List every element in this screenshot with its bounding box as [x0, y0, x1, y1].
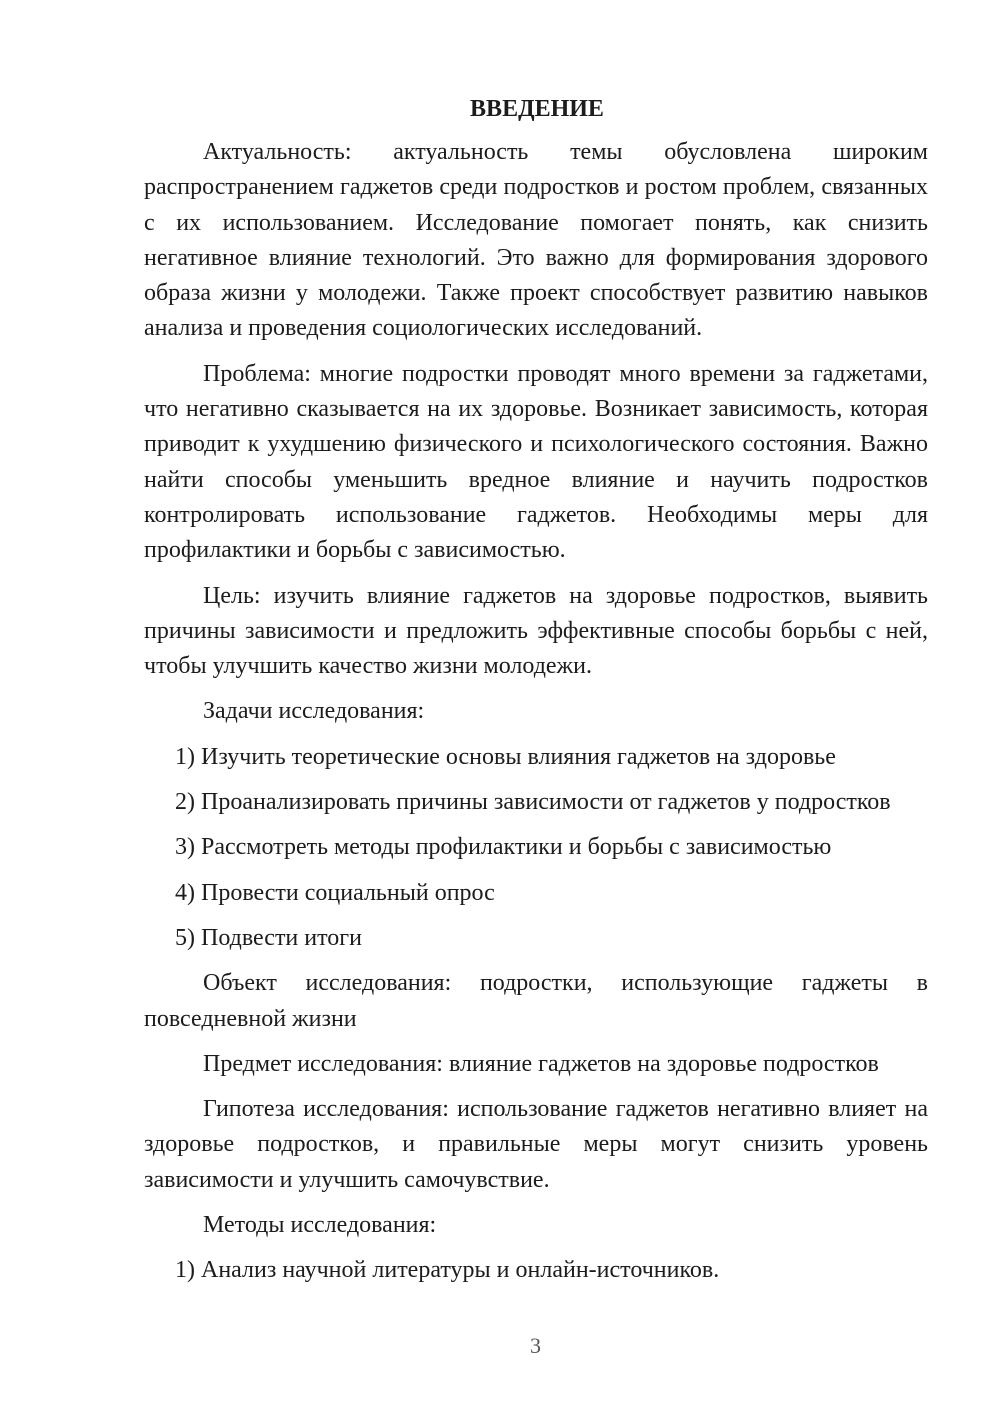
object-paragraph: Объект исследования: подростки, использующие гаджеты в повседневной жизни — [144, 970, 928, 1032]
task-item-5: 5) Подвести итоги — [175, 924, 362, 951]
task-item-2: 2) Проанализировать причины зависимости от гаджетов у подростков — [175, 789, 891, 816]
hypothesis-paragraph: Гипотеза исследования: использование гаджетов негативно влияет на здоровье подростков, и правильные меры могут снизить уровень зависимости и улучшить самочувствие. — [144, 1096, 928, 1193]
subject-paragraph: Предмет исследования: влияние гаджетов на здоровье подростков — [203, 1050, 879, 1077]
relevance-paragraph: Актуальность: актуальность темы обусловлена широким распространением гаджетов среди подростков и ростом проблем, связанных с их использованием. Исследование помогает понять, как снизить негативное влияние технологий. Это важно для формирования здорового образа жизни у молодежи. Также проект способствует развитию навыков анализа и проведения социологических исследований. — [144, 139, 928, 342]
goal-paragraph: Цель: изучить влияние гаджетов на здоровье подростков, выявить причины зависимости и предложить эффективные способы борьбы с ней, чтобы улучшить качество жизни молодежи. — [144, 582, 928, 680]
methods-heading: Методы исследования: — [203, 1212, 437, 1239]
method-item-1: 1) Анализ научной литературы и онлайн-источников. — [175, 1257, 720, 1284]
page-number: 3 — [530, 1333, 541, 1358]
page-content — [144, 92, 928, 1299]
page-title: ВВЕДЕНИЕ — [470, 96, 604, 122]
task-item-4: 4) Провести социальный опрос — [175, 879, 495, 906]
task-item-3: 3) Рассмотреть методы профилактики и борьбы с зависимостью — [175, 834, 832, 861]
tasks-heading: Задачи исследования: — [203, 698, 425, 725]
problem-paragraph: Проблема: многие подростки проводят много времени за гаджетами, что негативно сказывается на их здоровье. Возникает зависимость, которая приводит к ухудшению физического и психологического состояния. Важно найти способы уменьшить вредное влияние и научить подростков контролировать использование гаджетов. Необходимы меры для профилактики и борьбы с зависимостью. — [144, 360, 928, 564]
task-item-1: 1) Изучить теоретические основы влияния гаджетов на здоровье — [175, 743, 836, 770]
